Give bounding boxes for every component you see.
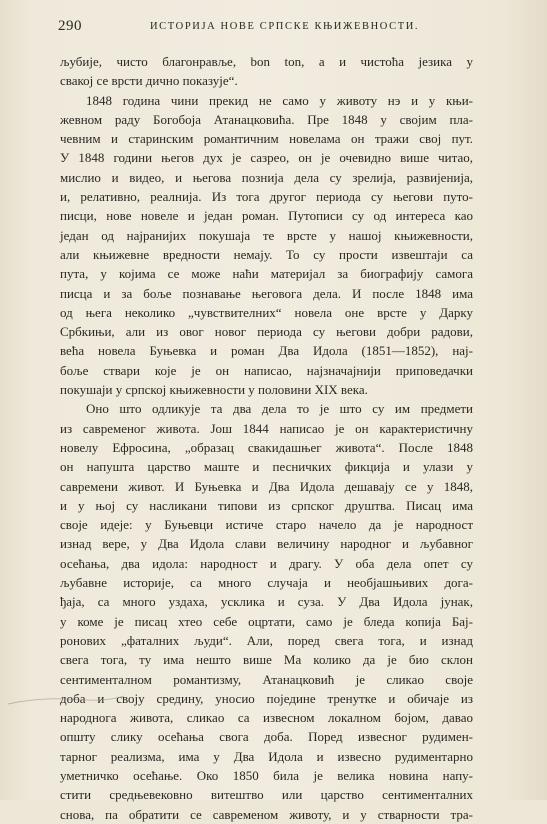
text-line: свакој се врсти дично показује“. bbox=[60, 73, 238, 89]
text-line: љубије, чисто благонрављe, bon ton, а и чистоћа језика у bbox=[60, 54, 473, 69]
text-line: већа новела Буњевка и роман Два Идола (1851—1852), нај- bbox=[60, 343, 473, 359]
text-line: сентименталном романтизму, Атанацковић је сликао своје bbox=[60, 671, 473, 687]
text-line: из савременог живота. Још 1844 написао је он карактеристичну bbox=[60, 420, 473, 436]
text-line: осећања, два идола: народност и драгу. У оба дела опет су bbox=[60, 555, 473, 571]
pencil-margin-mark bbox=[6, 690, 126, 710]
text-line: доба и своју средину, уносио поједине тренутке и обичаје из bbox=[60, 690, 473, 706]
text-line: новелу Ефросина, „образац свакидашњег живота“. После 1848 bbox=[60, 439, 473, 455]
text-line: писци, нове новеле и један роман. Путописи су од интереса као bbox=[60, 208, 473, 224]
text-line: али књижевне вредности немају. То су прости извештаји са bbox=[60, 246, 473, 262]
text-line: У 1848 години његов дух је сазрео, он је очевидно више читао, bbox=[60, 150, 473, 166]
text-line: и, релативно, реалнија. Из тога другог периода су његови путо- bbox=[60, 189, 473, 205]
text-line: жевном раду Богобоја Атанацковића. Пре 1848 у својим пла- bbox=[60, 111, 473, 127]
text-line: ронових „фаталних људи“. Али, поред свега тога, и изнад bbox=[60, 632, 473, 648]
text-line: један од најранијих покушаја те врсте у нашој књижевности, bbox=[60, 227, 473, 243]
text-line: чевним и старинским романтичним новелама он тражи свој пут. bbox=[60, 131, 473, 147]
text-line: покушаји у српској књижевности у половини XIX века. bbox=[60, 382, 368, 398]
text-line: боље ствари које је он написао, најзначајнији приповедачки bbox=[60, 362, 473, 378]
text-line: снова, па обратити се савременом животу, и у стварности тра- bbox=[60, 806, 473, 822]
text-line: ђаја, са много уздаха, усклика и суза. У Два Идола јунак, bbox=[60, 594, 473, 610]
text-line: Оно што одликује та два дела то је што су им предмети bbox=[86, 401, 473, 417]
text-line: пута, у којима се може наћи материјал за биографију самога bbox=[60, 266, 473, 282]
text-line: тарног реализма, има у Два Идола и извесно рудиментарно bbox=[60, 748, 473, 764]
text-line: свега тога, ту има нешто више Ма колико да је био склон bbox=[60, 652, 473, 668]
text-line: мислио и видео, и његова познија дела су зрелија, развијенија, bbox=[60, 169, 473, 185]
running-title: ИСТОРИЈА НОВЕ СРПСКЕ КЊИЖЕВНОСТИ. bbox=[150, 21, 420, 32]
text-line: он напушта царство маште и песничких фикција и улази у bbox=[60, 459, 473, 475]
page-number: 290 bbox=[58, 18, 82, 34]
text-line: своје идеје: у Буњевци истиче старо начело да је народност bbox=[60, 517, 473, 533]
text-line: општу слику осећања свога доба. Поред извесног рудимен- bbox=[60, 729, 473, 745]
text-line: и у њој су насликани типови из српског друштва. Писац има bbox=[60, 497, 473, 513]
text-line: стити средњевековно витештво или царство сентименталних bbox=[60, 787, 473, 803]
text-line: народнога живота, сликао са извесном локалном бојом, давао bbox=[60, 710, 473, 726]
page-header bbox=[58, 18, 498, 38]
text-line: изнад вере, у Два Идола слави величину народног и љубавног bbox=[60, 536, 473, 552]
text-line: Србкињи, али из овог новог периода су његови добри радови, bbox=[60, 324, 473, 340]
text-line: писца и за боље познавање његовога дела. И после 1848 има bbox=[60, 285, 473, 301]
text-line: љубавне историје, са много случаја и необјашњивих дога- bbox=[60, 575, 473, 591]
text-line: уметничко осећање. Око 1850 била је велика новина напу- bbox=[60, 767, 473, 783]
text-line: 1848 година чини прекид не само у животу нэ и у књи- bbox=[86, 92, 473, 108]
text-line: савремени живот. И Буњевка и Два Идола дешавају се у 1848, bbox=[60, 478, 473, 494]
text-line: од њега неколико „чувствителних“ новела оне врсте у Дарку bbox=[60, 304, 473, 320]
text-line: у коме је писац хтео себе оцртати, само је бледа копија Бај- bbox=[60, 613, 473, 629]
